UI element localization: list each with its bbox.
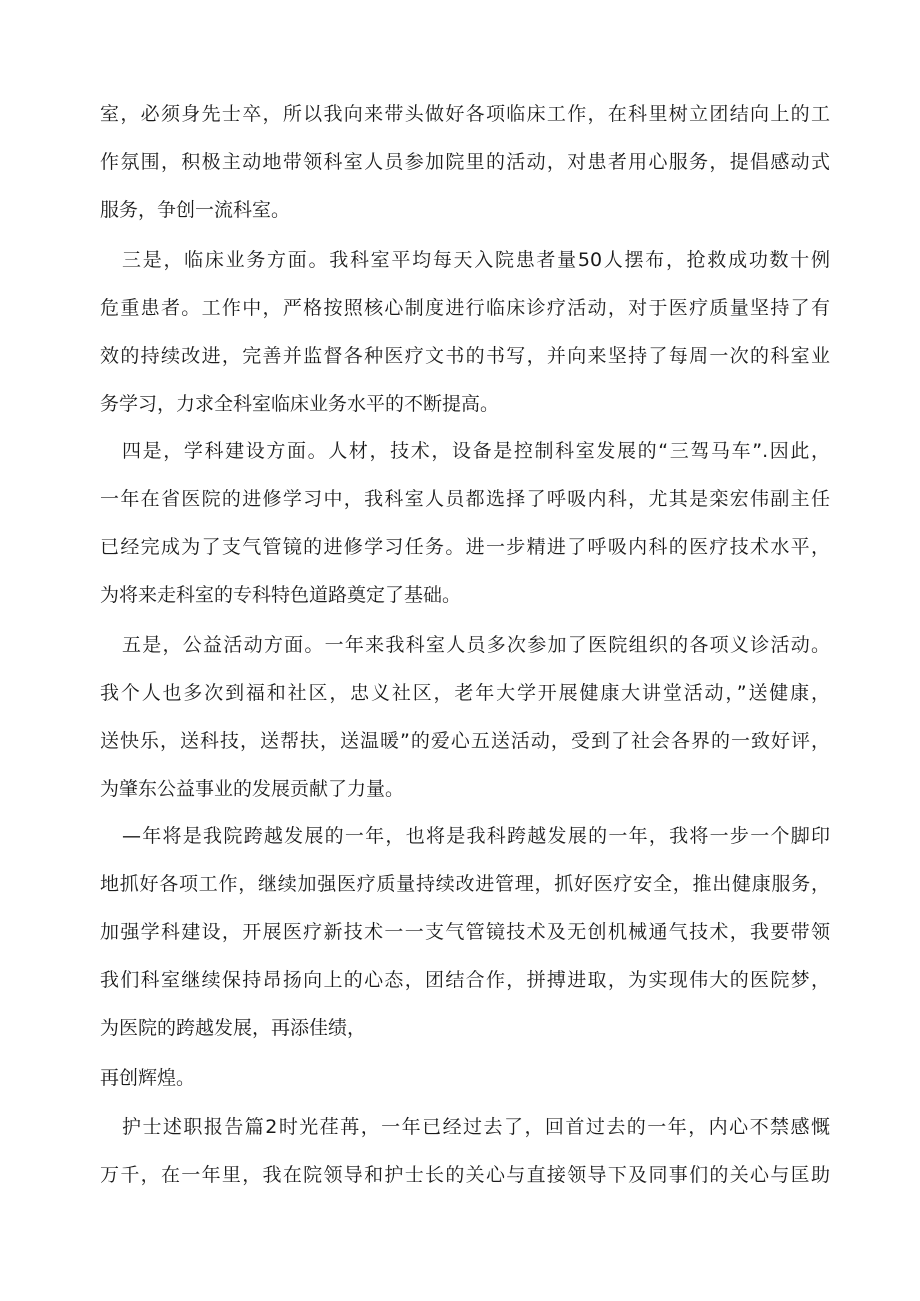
text-line: 五是，公益活动方面。一年来我科室人员多次参加了医院组织的各项义诊活动。 <box>122 634 830 656</box>
text-line: 护士述职报告篇2时光荏苒，一年已经过去了，回首过去的一年，内心不禁感慨 <box>122 1116 830 1138</box>
text-line: 服务，争创一流科室。 <box>100 199 291 221</box>
paragraph <box>100 90 830 234</box>
text-line: 为将来走科室的专科特色道路奠定了基础。 <box>100 584 462 606</box>
text-line: 室，必须身先士卒，所以我向来带头做好各项临床工作，在科里树立团结向上的工 <box>100 103 830 125</box>
text-line: 加强学科建设，开展医疗新技术一一支气管镜技术及无创机械通气技术，我要带领 <box>100 921 830 943</box>
paragraph <box>122 427 830 475</box>
text-line: —年将是我院跨越发展的一年，也将是我科跨越发展的一年，我将一步一个脚印 <box>122 825 830 847</box>
paragraph <box>100 1054 830 1102</box>
paragraph <box>122 236 830 284</box>
text-line: 地抓好各项工作，继续加强医疗质量持续改进管理，抓好医疗安全，推出健康服务， <box>100 873 830 895</box>
paragraph-continuation <box>100 1151 830 1199</box>
text-line: 送快乐，送科技，送帮扶，送温暖”的爱心五送活动，受到了社会各界的一致好评， <box>100 730 830 752</box>
text-line: 危重患者。工作中，严格按照核心制度进行临床诊疗活动，对于医疗质量坚持了有 <box>100 297 830 319</box>
text-line: 务学习，力求全科室临床业务水平的不断提高。 <box>100 393 500 415</box>
paragraph <box>122 621 830 669</box>
text-line: 一年在省医院的进修学习中，我科室人员都选择了呼吸内科，尤其是栾宏伟副主任 <box>100 488 830 510</box>
paragraph-continuation <box>100 669 830 813</box>
paragraph <box>122 1103 830 1151</box>
text-line: 作氛围，积极主动地带领科室人员参加院里的活动，对患者用心服务，提倡感动式 <box>100 151 830 173</box>
paragraph-continuation <box>100 860 830 1052</box>
text-line: 为肇东公益事业的发展贡献了力量。 <box>100 778 405 800</box>
text-line: 我个人也多次到福和社区，忠义社区，老年大学开展健康大讲堂活动，”送健康， <box>100 682 830 704</box>
text-line: 效的持续改进，完善并监督各种医疗文书的书写，并向来坚持了每周一次的科室业 <box>100 345 830 367</box>
text-line: 我们科室继续保持昂扬向上的心态，团结合作，拼搏进取，为实现伟大的医院梦， <box>100 969 830 991</box>
text-line: 已经完成为了支气管镜的进修学习任务。进一步精进了呼吸内科的医疗技术水平， <box>100 536 830 558</box>
text-line: 万千，在一年里，我在院领导和护士长的关心与直接领导下及同事们的关心与匡助 <box>100 1164 830 1186</box>
text-line: 四是，学科建设方面。人材，技术，设备是控制科室发展的“三驾马车”.因此， <box>122 440 830 462</box>
text-line: 再创辉煌。 <box>100 1067 196 1089</box>
paragraph <box>122 812 830 860</box>
paragraph-continuation <box>100 475 830 619</box>
text-line: 为医院的跨越发展，再添佳绩， <box>100 1017 367 1039</box>
paragraph-continuation <box>100 284 830 428</box>
text-line: 三是，临床业务方面。我科室平均每天入院患者量50人摆布，抢救成功数十例 <box>122 249 830 271</box>
